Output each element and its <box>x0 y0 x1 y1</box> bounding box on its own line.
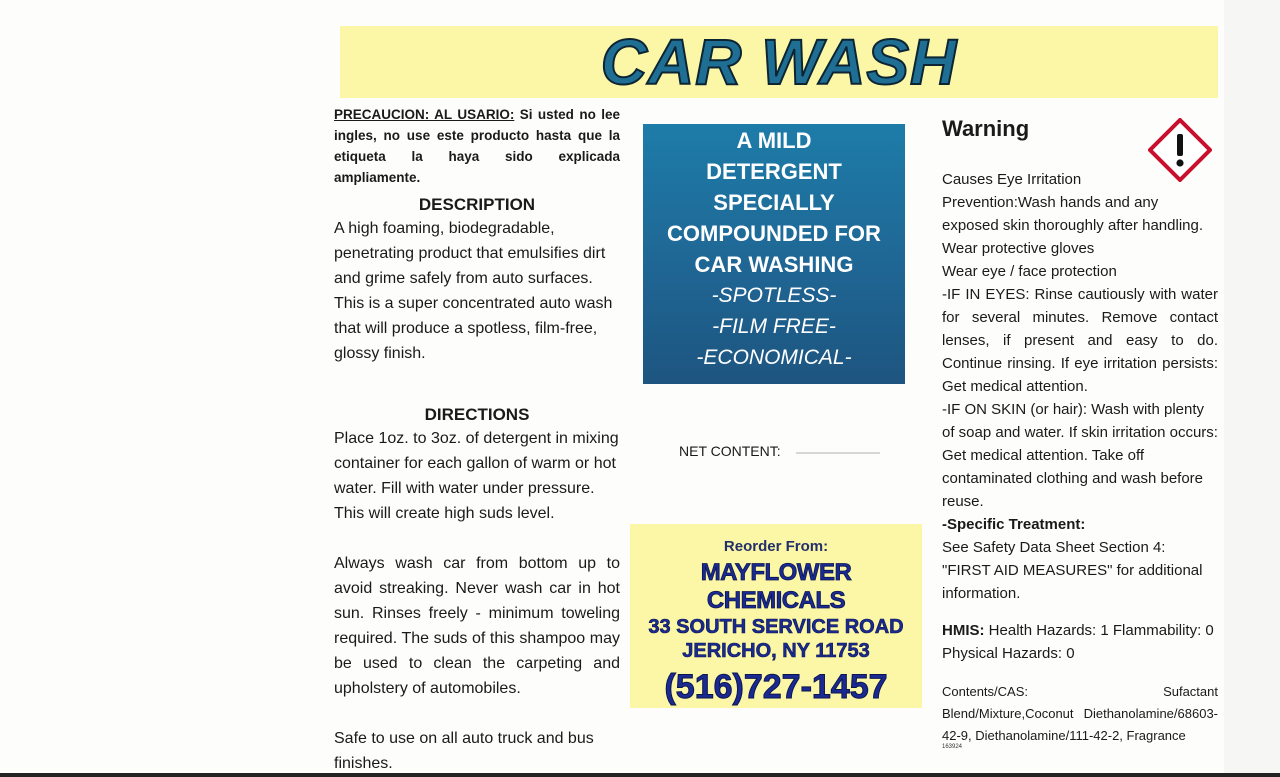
label-code: 163924 <box>942 744 963 750</box>
precaution-text: Si usted no lee ingles, no use este producto hasta que la etiqueta la haya sido explicada ampliamente. <box>334 107 620 185</box>
title-banner <box>340 26 1218 98</box>
left-column <box>334 104 620 776</box>
hmis-rating <box>942 619 1218 665</box>
contents-cas: Contents/CAS: Sufactant Blend/Mixture,Coconut Diethanolamine/68603-42-9, Diethanolamine/111-42-2, Fragrance <box>942 684 1218 743</box>
net-content-blank <box>796 452 880 454</box>
directions-text: Place 1oz. to 3oz. of detergent in mixing container for each gallon of warm or hot water. Fill with water under pressure. This will create high suds level. <box>334 430 619 522</box>
reorder-address: 33 SOUTH SERVICE ROAD <box>648 616 904 638</box>
prevention-text: Prevention:Wash hands and any exposed skin thoroughly after handling. Wear protective gloves <box>942 194 1204 257</box>
if-in-eyes: -IF IN EYES: Rinse cautiously with water for several minutes. Remove contact lenses, if present and easy to do. Continue rinsing. If eye irritation persists: Get medical attention. <box>942 286 1218 395</box>
specific-treatment-heading: -Specific Treatment: <box>942 516 1086 533</box>
tagline-1: -SPOTLESS- <box>711 284 837 307</box>
hmis-text: Health Hazards: 1 Flammability: 0 Physical Hazards: 0 <box>942 622 1214 662</box>
spanish-precaution <box>334 104 620 188</box>
claim-line-3: SPECIALLY <box>713 190 835 215</box>
directions-heading: DIRECTIONS <box>424 405 530 424</box>
product-claims-box <box>643 124 905 384</box>
tagline-3: -ECONOMICAL- <box>696 346 852 369</box>
description-text: A high foaming, biodegradable, penetrating product that emulsifies dirt and grime safely from auto surfaces. This is a super concentrated auto wash that will produce a spotless, film-free, glossy finish. <box>334 220 613 362</box>
eye-irritation: Causes Eye Irritation <box>942 171 1082 188</box>
claim-line-4: COMPOUNDED FOR <box>667 221 881 246</box>
description-heading: DESCRIPTION <box>418 195 536 214</box>
reorder-box <box>630 524 922 708</box>
reorder-city: JERICHO, NY 11753 <box>682 640 870 662</box>
right-column <box>942 114 1218 747</box>
hmis-label: HMIS: <box>942 622 985 639</box>
reorder-label: Reorder From: <box>723 538 829 555</box>
net-content-label: NET CONTENT: <box>679 443 781 459</box>
right-margin <box>1224 0 1280 773</box>
eye-protection: Wear eye / face protection <box>942 263 1117 280</box>
reorder-company: MAYFLOWER CHEMICALS <box>700 559 852 614</box>
claim-line-1: A MILD <box>736 128 812 153</box>
claim-line-2: DETERGENT <box>706 159 842 184</box>
if-on-skin: -IF ON SKIN (or hair): Wash with plenty of soap and water. If skin irritation occurs: Get medical attention. Take off contaminated clothing and wash before reuse. <box>942 401 1218 510</box>
precaution-lead: PRECAUCION: AL USARIO: <box>334 107 515 122</box>
specific-treatment-text: See Safety Data Sheet Section 4: "FIRST AID MEASURES" for additional information. <box>942 539 1203 602</box>
directions-paragraph-2: Always wash car from bottom up to avoid streaking. Never wash car in hot sun. Rinses freely - minimum toweling required. The suds of this shampoo may be used to clean the carpeting and upholstery of automobiles. <box>334 555 620 697</box>
product-title: CAR WASH <box>600 26 958 98</box>
reorder-phone: (516)727-1457 <box>664 668 888 706</box>
tagline-2: -FILM FREE- <box>712 315 836 338</box>
bottom-edge <box>0 773 1280 777</box>
warning-heading: Warning <box>942 116 1030 141</box>
claim-line-5: CAR WASHING <box>694 252 854 277</box>
directions-paragraph-3: Safe to use on all auto truck and bus finishes. <box>334 730 594 772</box>
